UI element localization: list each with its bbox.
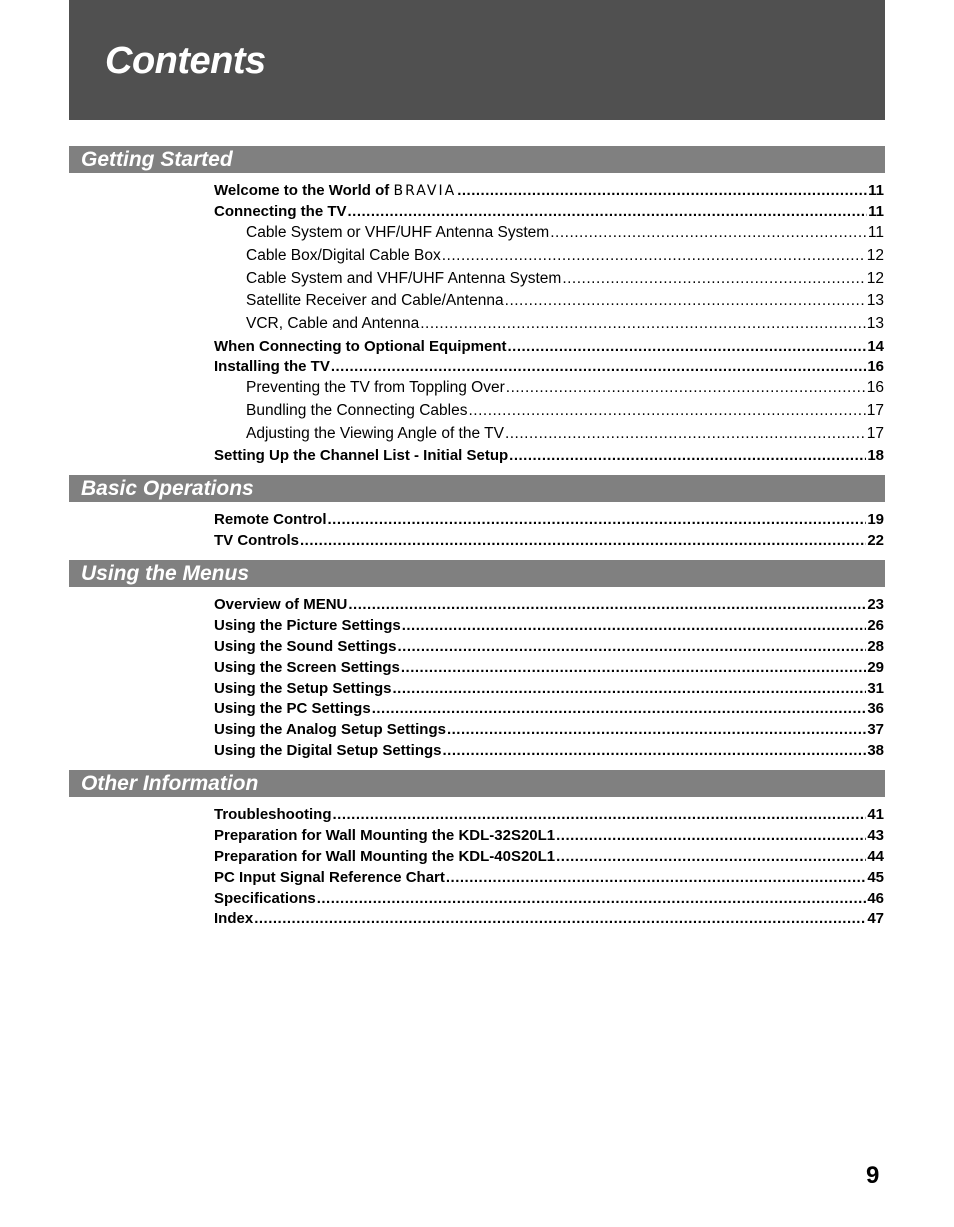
leader-dots xyxy=(468,400,865,421)
toc-subentry-vcr-cable-antenna[interactable] xyxy=(246,313,884,334)
leader-dots xyxy=(505,423,866,444)
leader-dots xyxy=(331,356,866,377)
toc-entry-label: Connecting the TV xyxy=(214,203,347,220)
toc-entry-label: Satellite Receiver and Cable/Antenna xyxy=(246,292,504,309)
toc-entry-page: 16 xyxy=(866,379,884,396)
toc-entry-label: Setting Up the Channel List - Initial Setup xyxy=(214,447,509,464)
leader-dots xyxy=(333,804,867,825)
leader-dots xyxy=(506,377,866,398)
leader-dots xyxy=(457,180,867,201)
toc-entry-page: 11 xyxy=(868,182,884,199)
bravia-logo: BRAVIA xyxy=(393,183,457,199)
toc-entry-label: Cable System or VHF/UHF Antenna System xyxy=(246,224,550,241)
leader-dots xyxy=(420,313,866,334)
toc-entry-label: Using the Sound Settings xyxy=(214,638,397,655)
toc-entry-page: 26 xyxy=(867,617,884,634)
toc-entry-label: Welcome to the World of xyxy=(214,182,390,199)
toc-entry-sound-settings[interactable] xyxy=(214,636,884,657)
toc-entry-page: 43 xyxy=(867,827,884,844)
leader-dots xyxy=(550,222,867,243)
leader-dots xyxy=(300,530,866,551)
toc-entry-digital-setup-settings[interactable] xyxy=(214,740,884,761)
toc-entry-page: 14 xyxy=(867,338,884,355)
toc-entry-page: 29 xyxy=(867,659,884,676)
toc-entry-pc-input-signal-chart[interactable] xyxy=(214,867,884,888)
page-title: Contents xyxy=(105,40,266,82)
leader-dots xyxy=(509,445,866,466)
toc-entry-label: Using the Digital Setup Settings xyxy=(214,742,442,759)
toc-entry-label: Cable Box/Digital Cable Box xyxy=(246,247,441,264)
toc-entry-label: VCR, Cable and Antenna xyxy=(246,315,420,332)
toc-entry-optional-equipment[interactable] xyxy=(214,336,884,357)
toc-subentry-cable-box[interactable] xyxy=(246,245,884,266)
toc-entry-page: 17 xyxy=(866,402,884,419)
toc-entry-page: 22 xyxy=(867,532,884,549)
toc-entry-page: 17 xyxy=(866,425,884,442)
leader-dots xyxy=(393,678,867,699)
toc-subentry-viewing-angle[interactable] xyxy=(246,423,884,444)
toc-entry-page: 19 xyxy=(867,511,884,528)
toc-entry-label: Troubleshooting xyxy=(214,806,332,823)
toc-entry-page: 11 xyxy=(867,224,884,241)
toc-entry-label: Using the Setup Settings xyxy=(214,680,392,697)
toc-entry-remote-control[interactable] xyxy=(214,509,884,530)
toc-entry-page: 12 xyxy=(866,247,884,264)
section-header-other-information xyxy=(69,770,885,797)
section-label: Other Information xyxy=(81,772,259,795)
toc-entry-label: Using the Analog Setup Settings xyxy=(214,721,446,738)
toc-entry-label: Index xyxy=(214,910,254,927)
toc-entry-page: 16 xyxy=(867,358,884,375)
page-number: 9 xyxy=(866,1162,880,1189)
toc-entry-label: Remote Control xyxy=(214,511,327,528)
toc-entry-setup-settings[interactable] xyxy=(214,678,884,699)
toc-entry-page: 46 xyxy=(867,890,884,907)
toc-entry-label: When Connecting to Optional Equipment xyxy=(214,338,507,355)
section-header-using-the-menus xyxy=(69,560,885,587)
leader-dots xyxy=(562,268,865,289)
toc-entry-page: 38 xyxy=(867,742,884,759)
toc-entry-connecting-the-tv[interactable] xyxy=(214,201,884,222)
toc-entry-label: Using the PC Settings xyxy=(214,700,371,717)
toc-entry-installing-the-tv[interactable] xyxy=(214,356,884,377)
toc-entry-page: 12 xyxy=(866,270,884,287)
toc-entry-page: 44 xyxy=(867,848,884,865)
toc-entry-pc-settings[interactable] xyxy=(214,698,884,719)
toc-entry-label: Preventing the TV from Toppling Over xyxy=(246,379,505,396)
toc-entry-page: 37 xyxy=(867,721,884,738)
section-label: Basic Operations xyxy=(81,477,254,500)
leader-dots xyxy=(505,290,866,311)
toc-entry-analog-setup-settings[interactable] xyxy=(214,719,884,740)
toc-entry-page: 13 xyxy=(866,315,884,332)
toc-entry-page: 31 xyxy=(867,680,884,697)
toc-subentry-bundling-cables[interactable] xyxy=(246,400,884,421)
leader-dots xyxy=(254,908,866,929)
toc-subentry-satellite-receiver[interactable] xyxy=(246,290,884,311)
toc-entry-label: Using the Screen Settings xyxy=(214,659,400,676)
toc-entry-tv-controls[interactable] xyxy=(214,530,884,551)
toc-subentry-cable-system-or-antenna[interactable] xyxy=(246,222,884,243)
title-banner xyxy=(69,0,885,120)
toc-entry-screen-settings[interactable] xyxy=(214,657,884,678)
toc-entry-page: 18 xyxy=(867,447,884,464)
toc-entry-label: Preparation for Wall Mounting the KDL-32S20L1 xyxy=(214,827,556,844)
section-header-basic-operations xyxy=(69,475,885,502)
toc-entry-specifications[interactable] xyxy=(214,888,884,909)
toc-entry-label: Bundling the Connecting Cables xyxy=(246,402,468,419)
toc-entry-label: Cable System and VHF/UHF Antenna System xyxy=(246,270,562,287)
toc-entry-page: 47 xyxy=(867,910,884,927)
toc-entry-overview-of-menu[interactable] xyxy=(214,594,884,615)
leader-dots xyxy=(402,615,867,636)
toc-entry-label: PC Input Signal Reference Chart xyxy=(214,869,445,886)
toc-entry-label: TV Controls xyxy=(214,532,299,549)
leader-dots xyxy=(401,657,866,678)
leader-dots xyxy=(556,825,866,846)
toc-entry-label: Preparation for Wall Mounting the KDL-40S20L1 xyxy=(214,848,556,865)
toc-entry-page: 23 xyxy=(867,596,884,613)
leader-dots xyxy=(556,846,866,867)
toc-entry-index[interactable] xyxy=(214,908,884,929)
toc-entry-label: Adjusting the Viewing Angle of the TV xyxy=(246,425,504,442)
section-label: Getting Started xyxy=(81,148,233,171)
leader-dots xyxy=(328,509,867,530)
toc-entry-page: 45 xyxy=(867,869,884,886)
toc-subentry-cable-system-and-antenna[interactable] xyxy=(246,268,884,289)
leader-dots xyxy=(442,245,866,266)
leader-dots xyxy=(446,867,866,888)
toc-entry-page: 11 xyxy=(868,203,884,220)
toc-entry-label: Overview of MENU xyxy=(214,596,348,613)
toc-entry-page: 13 xyxy=(866,292,884,309)
toc-entry-wall-mounting-40[interactable] xyxy=(214,846,884,867)
toc-entry-wall-mounting-32[interactable] xyxy=(214,825,884,846)
toc-entry-label: Installing the TV xyxy=(214,358,330,375)
leader-dots xyxy=(372,698,867,719)
leader-dots xyxy=(348,201,868,222)
toc-entry-label: Specifications xyxy=(214,890,316,907)
leader-dots xyxy=(317,888,867,909)
toc-entry-channel-list-setup[interactable] xyxy=(214,445,884,466)
toc-entry-label: Using the Picture Settings xyxy=(214,617,401,634)
leader-dots xyxy=(348,594,866,615)
leader-dots xyxy=(507,336,866,357)
toc-entry-page: 28 xyxy=(867,638,884,655)
toc-entry-picture-settings[interactable] xyxy=(214,615,884,636)
toc-entry-page: 41 xyxy=(867,806,884,823)
toc-entry-page: 36 xyxy=(867,700,884,717)
toc-entry-troubleshooting[interactable] xyxy=(214,804,884,825)
toc-subentry-preventing-toppling[interactable] xyxy=(246,377,884,398)
leader-dots xyxy=(447,719,866,740)
section-header-getting-started xyxy=(69,146,885,173)
toc-entry-welcome[interactable] xyxy=(214,180,884,201)
leader-dots xyxy=(398,636,867,657)
section-label: Using the Menus xyxy=(81,562,250,585)
leader-dots xyxy=(443,740,867,761)
